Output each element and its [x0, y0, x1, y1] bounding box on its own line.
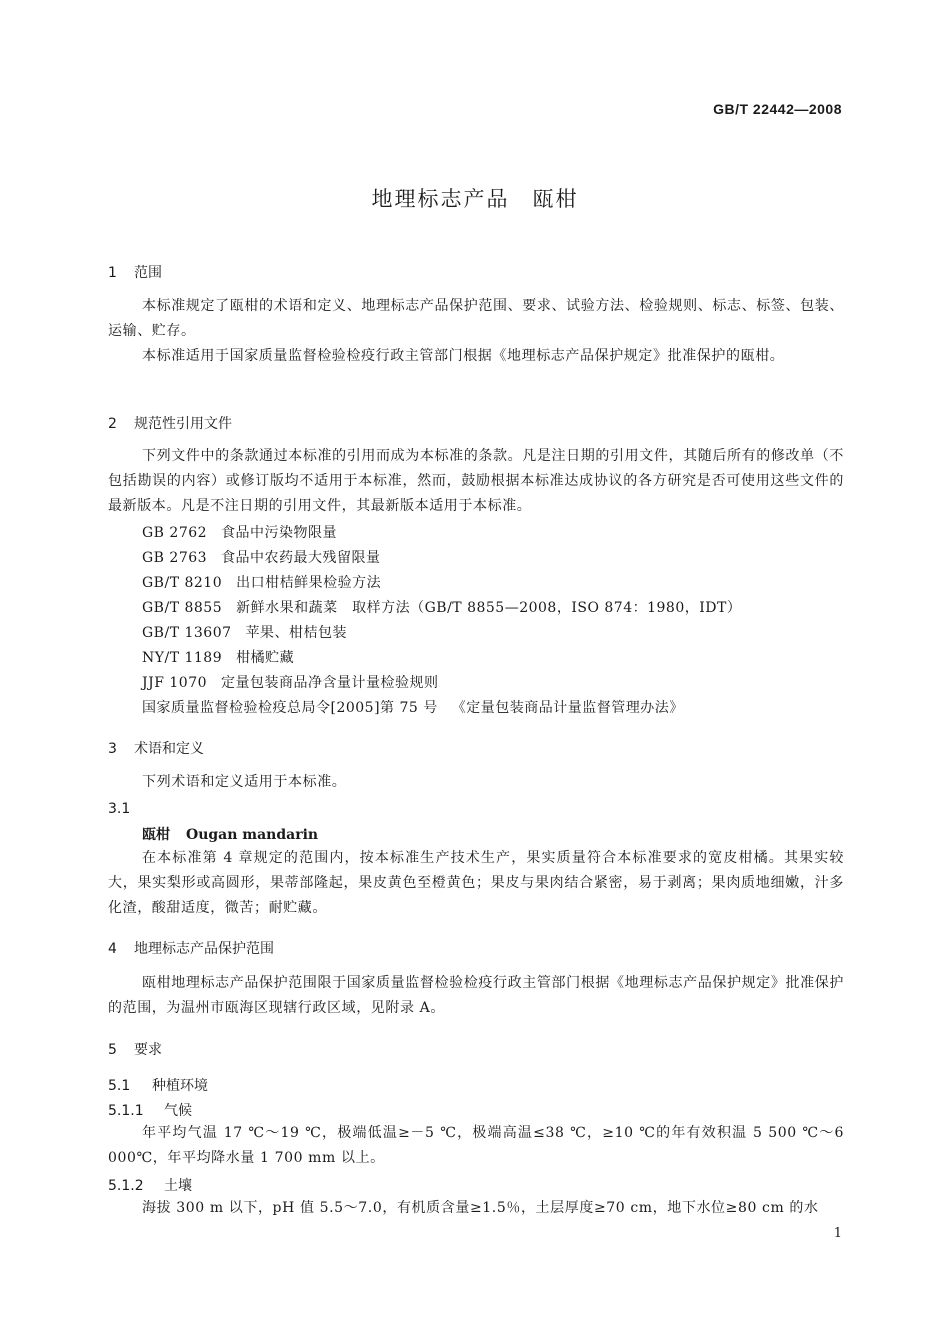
- section-1-heading: [108, 262, 162, 282]
- section-4-heading: [108, 938, 274, 958]
- section-1-para-2: 本标准适用于国家质量监督检验检疫行政主管部门根据《地理标志产品保护规定》批准保护的瓯柑。: [142, 348, 785, 364]
- subsection-number: 5.1.1: [108, 1103, 144, 1119]
- subsection-title: 土壤: [164, 1178, 192, 1194]
- reference-code: JJF 1070: [142, 675, 208, 691]
- reference-item: [142, 522, 337, 542]
- term-entry: [142, 824, 318, 844]
- reference-code: GB 2762: [142, 525, 208, 541]
- reference-code: GB 2763: [142, 550, 208, 566]
- reference-item: [142, 572, 381, 592]
- reference-code: GB/T 8210: [142, 575, 223, 591]
- term-chinese: 瓯柑: [142, 827, 170, 843]
- subsection-3-1-number: 3.1: [108, 801, 131, 817]
- reference-code: GB/T 8855: [142, 600, 223, 616]
- section-title: 术语和定义: [134, 741, 204, 757]
- term-english: Ougan mandarin: [186, 827, 319, 843]
- reference-item: [142, 622, 347, 642]
- reference-name: 定量包装商品净含量计量检验规则: [221, 675, 439, 691]
- section-3-definition: 在本标准第 4 章规定的范围内，按本标准生产技术生产，果实质量符合本标准要求的宽皮柑橘。其果实较大，果实梨形或高圆形，果蒂部隆起，果皮黄色至橙黄色；果皮与果肉结合紧密，易于剥离；果肉质地细嫩，汁多化渣，酸甜适度，微苦；耐贮藏。: [108, 850, 844, 916]
- page-number: 1: [833, 1226, 842, 1241]
- section-title: 规范性引用文件: [134, 416, 232, 432]
- section-1-para-1: 本标准规定了瓯柑的术语和定义、地理标志产品保护范围、要求、试验方法、检验规则、标志、标签、包装、运输、贮存。: [108, 298, 844, 339]
- subsection-number: 5.1.2: [108, 1178, 144, 1194]
- section-number: 2: [108, 416, 117, 432]
- section-5-heading: [108, 1039, 162, 1059]
- subsection-number: 5.1: [108, 1078, 131, 1094]
- section-3-para-1: 下列术语和定义适用于本标准。: [142, 774, 347, 790]
- reference-code: NY/T 1189: [142, 650, 223, 666]
- section-number: 5: [108, 1042, 117, 1058]
- reference-name: 出口柑桔鲜果检验方法: [236, 575, 382, 591]
- subsection-5-1-1-heading: [108, 1100, 192, 1120]
- reference-code: GB/T 13607: [142, 625, 232, 641]
- section-2-para-1: 下列文件中的条款通过本标准的引用而成为本标准的条款。凡是注日期的引用文件，其随后所有的修改单（不包括勘误的内容）或修订版均不适用于本标准，然而，鼓励根据本标准达成协议的各方研究是否可使用这些文件的最新版本。凡是不注日期的引用文件，其最新版本适用于本标准。: [108, 448, 844, 514]
- reference-item: [142, 547, 381, 567]
- reference-name: 新鲜水果和蔬菜 取样方法（GB/T 8855—2008，ISO 874：1980，IDT）: [236, 600, 742, 616]
- reference-item: [142, 597, 741, 617]
- section-title: 要求: [134, 1042, 162, 1058]
- section-number: 4: [108, 941, 117, 957]
- reference-name: 柑橘贮藏: [236, 650, 295, 666]
- page-title: 地理标志产品 瓯柑: [371, 187, 579, 211]
- subsection-title: 种植环境: [152, 1078, 208, 1094]
- reference-name: 苹果、柑桔包装: [245, 625, 348, 641]
- subsection-5-1-2-heading: [108, 1175, 192, 1195]
- reference-name: 《定量包装商品计量监督管理办法》: [451, 700, 684, 716]
- section-4-para-1: 瓯柑地理标志产品保护范围限于国家质量监督检验检疫行政主管部门根据《地理标志产品保护规定》批准保护的范围，为温州市瓯海区现辖行政区域，见附录 A。: [108, 975, 844, 1016]
- section-number: 1: [108, 265, 117, 281]
- section-2-heading: [108, 413, 232, 433]
- reference-item: [142, 647, 294, 667]
- subsection-5-1-heading: [108, 1075, 208, 1095]
- reference-code: 国家质量监督检验检疫总局令[2005]第 75 号: [142, 700, 438, 716]
- reference-name: 食品中农药最大残留限量: [221, 550, 381, 566]
- section-title: 地理标志产品保护范围: [134, 941, 274, 957]
- section-title: 范围: [134, 265, 162, 281]
- reference-item: [142, 697, 684, 717]
- soil-para: 海拔 300 m 以下，pH 值 5.5～7.0，有机质含量≥1.5％，土层厚度≥70 cm，地下水位≥80 cm 的水: [142, 1200, 819, 1216]
- reference-item: [142, 672, 439, 692]
- reference-name: 食品中污染物限量: [221, 525, 338, 541]
- subsection-title: 气候: [164, 1103, 192, 1119]
- section-number: 3: [108, 741, 117, 757]
- section-3-heading: [108, 738, 204, 758]
- standard-number: GB/T 22442—2008: [713, 101, 842, 117]
- climate-para: 年平均气温 17 ℃～19 ℃，极端低温≥－5 ℃，极端高温≤38 ℃，≥10 ℃的年有效积温 5 500 ℃～6 000℃，年平均降水量 1 700 mm 以上。: [108, 1125, 844, 1166]
